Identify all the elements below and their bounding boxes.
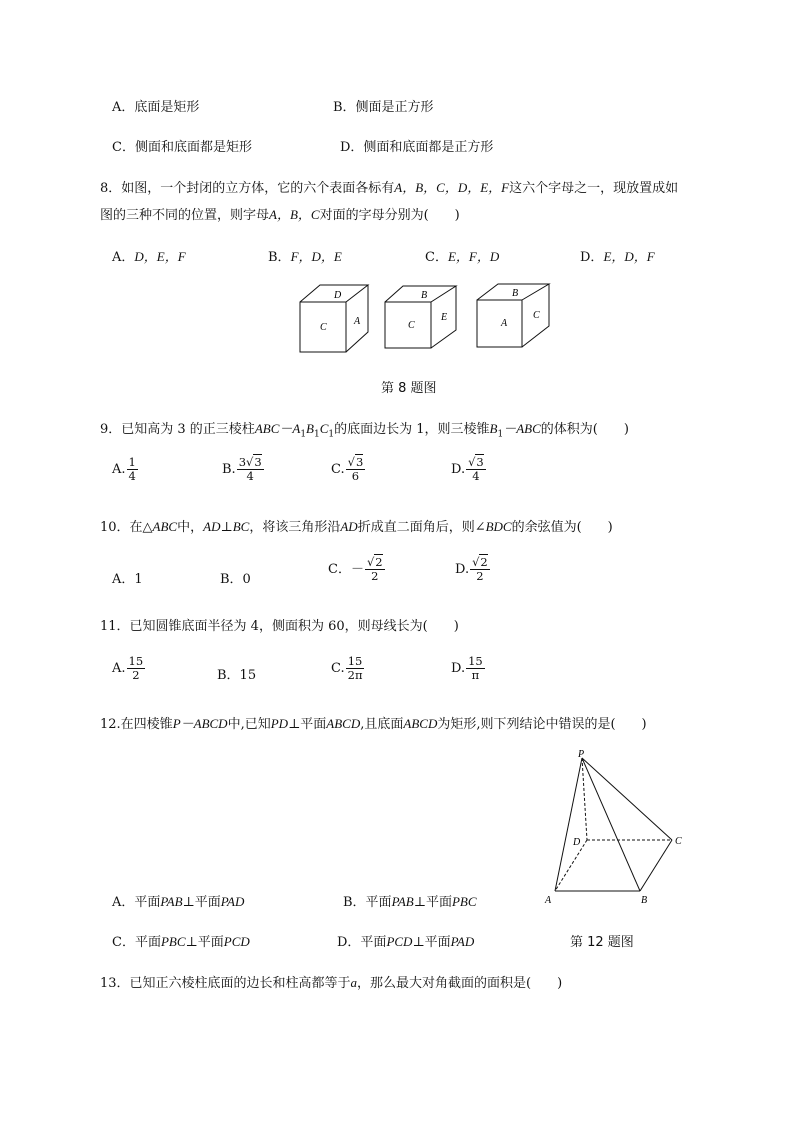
plane: PCD	[223, 934, 250, 949]
option-label: A.	[112, 661, 126, 676]
plane: PBC	[451, 894, 477, 909]
cube-1-side-label: A	[354, 316, 361, 327]
option-label: C.	[331, 661, 345, 676]
numerator: √2	[366, 555, 383, 569]
q10-option-b: B．0	[220, 572, 251, 587]
q8-letters: A，B，C	[269, 207, 320, 222]
q12-text: ⊥平面	[182, 895, 221, 910]
q9-option-b	[222, 456, 264, 483]
denominator: 2	[371, 569, 379, 583]
option-label: D.	[451, 661, 466, 676]
numerator: 15	[347, 654, 363, 668]
cube-3-top-label: B	[512, 288, 519, 299]
q12-text: ⊥平面	[412, 935, 451, 950]
q7-option-c: C．侧面和底面都是矩形	[112, 140, 252, 155]
numerator: √3	[468, 455, 484, 469]
q10-segment: AD	[340, 519, 358, 534]
q12-figure-caption: 第 12 题图	[570, 935, 634, 950]
radicand: 3	[355, 455, 364, 469]
q10-angle: BDC	[485, 519, 512, 534]
numerator: 1	[128, 455, 136, 469]
fraction	[466, 655, 485, 682]
q12-text: ⊥平面	[288, 717, 327, 732]
q9-pyramid: －ABC	[503, 421, 541, 436]
q7-option-b: B．侧面是正方形	[333, 100, 434, 115]
radicand: 2	[375, 555, 383, 569]
cube-1-front-label: C	[320, 322, 327, 333]
cube-2-side-label: E	[441, 312, 448, 323]
q12-option-d	[337, 931, 474, 950]
option-label: D．	[580, 250, 604, 265]
q8-option-c	[425, 246, 499, 265]
q11-stem: 11．已知圆锥底面半径为 4，侧面积为 60，则母线长为( )	[100, 619, 459, 634]
q12-option-c	[112, 931, 250, 950]
q7-option-d: D．侧面和底面都是正方形	[340, 140, 494, 155]
q12-text: ,且底面	[360, 717, 404, 732]
option-label: D.	[451, 462, 466, 477]
q10-text: ，将该三角形沿	[249, 520, 341, 535]
q10-triangle: ABC	[152, 519, 178, 534]
fraction	[237, 456, 264, 483]
option-label: B．	[268, 250, 291, 265]
cube-3-side-label: C	[533, 310, 540, 321]
q12-plane: ABCD	[326, 716, 361, 731]
q8-stem-line2	[100, 204, 460, 223]
cube-2-top-label: B	[421, 290, 428, 301]
vertex-b-label: B	[641, 895, 648, 906]
q12-stem	[100, 713, 647, 732]
q12-segment: PD	[270, 716, 289, 731]
denominator: 4	[246, 469, 254, 483]
numerator: √2	[472, 555, 488, 569]
q7-option-a: A．底面是矩形	[112, 100, 200, 115]
q8-cubes-figure	[290, 280, 560, 360]
q12-text: D．平面	[337, 935, 387, 950]
fraction	[127, 655, 146, 682]
option-label: D.	[455, 562, 470, 577]
q8-option-d	[580, 246, 655, 265]
plane: PAD	[220, 894, 245, 909]
q9-text: 9．已知高为 3 的正三棱柱	[100, 422, 255, 437]
numerator: √3	[347, 455, 364, 469]
q11-option-c	[331, 655, 365, 682]
q9-prism-c: C	[319, 421, 329, 436]
denominator: π	[471, 668, 480, 682]
numerator: 3√3	[238, 455, 262, 469]
q8-text: 图的三种不同的位置，则字母	[100, 208, 270, 223]
q9-prism: ABC－A	[254, 421, 301, 436]
q13-variable: a	[350, 975, 358, 990]
q10-option-c	[328, 556, 385, 583]
q12-plane: ABCD	[403, 716, 438, 731]
fraction	[470, 556, 490, 583]
q8-letters: A，B，C，D，E，F	[394, 180, 510, 195]
option-value: D，E，F	[134, 249, 186, 264]
denominator: 4	[128, 469, 136, 483]
q9-stem	[100, 418, 629, 440]
subscript: 1	[300, 429, 307, 440]
q12-text: ⊥平面	[185, 935, 224, 950]
q12-text: 中,已知	[227, 717, 271, 732]
q11-option-a	[112, 655, 145, 682]
q12-option-a	[112, 891, 244, 910]
q12-text: 12.在四棱锥	[100, 717, 173, 732]
q10-text: 中，	[177, 520, 204, 535]
plane: PBC	[160, 934, 186, 949]
plane: PAD	[450, 934, 475, 949]
q12-option-b	[343, 891, 477, 910]
numerator: 15	[468, 654, 483, 668]
q11-option-b: B．15	[217, 668, 257, 683]
radicand: 2	[480, 555, 488, 569]
q8-text: 8．如图，一个封闭的立方体，它的六个表面各标有	[100, 181, 395, 196]
q10-text: 10．在△	[100, 520, 153, 535]
option-value: F，D，E	[290, 249, 342, 264]
radicand: 3	[254, 455, 262, 469]
vertex-p-label: P	[578, 749, 585, 760]
q11-option-d	[451, 655, 485, 682]
vertex-c-label: C	[675, 836, 682, 847]
coefficient: 3	[238, 455, 247, 469]
option-value: E，F，D	[447, 249, 500, 264]
q12-pyramid: P－ABCD	[172, 716, 228, 731]
cube-1-top-label: D	[334, 290, 342, 301]
option-label: A．	[112, 250, 135, 265]
fraction	[466, 456, 486, 483]
q13-text: ，那么最大对角截面的面积是( )	[357, 976, 563, 991]
q12-text: B．平面	[343, 895, 392, 910]
q10-segment: AD	[203, 519, 221, 534]
denominator: 4	[472, 469, 480, 483]
q8-option-a	[112, 246, 186, 265]
subscript: 1	[328, 429, 335, 440]
q10-segment: BC	[232, 519, 250, 534]
q9-pyramid: B	[489, 421, 498, 436]
denominator: 2	[132, 668, 140, 682]
option-value: E，D，F	[603, 249, 655, 264]
q8-stem-line1	[100, 177, 678, 196]
q8-figure-caption: 第 8 题图	[381, 381, 437, 396]
fraction	[127, 456, 138, 483]
option-label: B.	[222, 462, 236, 477]
perp-symbol: ⊥	[220, 520, 233, 535]
q10-text: 的余弦值为( )	[511, 520, 613, 535]
plane: PAB	[160, 894, 183, 909]
vertex-d-label: D	[573, 837, 581, 848]
denominator: 6	[351, 469, 360, 483]
fraction	[365, 556, 385, 583]
q12-pyramid-figure	[540, 748, 690, 908]
plane: PCD	[386, 934, 413, 949]
cube-2-front-label: C	[408, 320, 415, 331]
subscript: 1	[314, 429, 320, 440]
q10-stem	[100, 516, 613, 535]
q8-text: 这六个字母之一，现放置成如	[509, 181, 679, 196]
q12-text: C．平面	[112, 935, 161, 950]
numerator: 15	[128, 654, 144, 668]
q8-option-b	[268, 246, 342, 265]
option-label: C．	[425, 250, 448, 265]
subscript: 1	[497, 429, 504, 440]
denominator: 2π	[347, 668, 363, 682]
pyramid-edges	[555, 758, 672, 891]
fraction	[346, 456, 366, 483]
plane: PAB	[391, 894, 414, 909]
q8-text: 对面的字母分别为( )	[319, 208, 460, 223]
q12-text: 为矩形,则下列结论中错误的是( )	[437, 717, 647, 732]
q9-text: 的体积为( )	[540, 422, 629, 437]
q12-text: ⊥平面	[413, 895, 452, 910]
q10-option-a: A．1	[112, 572, 143, 587]
vertex-a-label: A	[545, 895, 552, 906]
q13-text: 13．已知正六棱柱底面的边长和柱高都等于	[100, 976, 351, 991]
q9-option-a	[112, 456, 138, 483]
q9-option-d	[451, 456, 486, 483]
q9-prism-b: B	[306, 421, 314, 436]
q9-text: 的底面边长为 1，则三棱锥	[334, 422, 490, 437]
q10-option-d	[455, 556, 490, 583]
q10-text: 折成直二面角后，则∠	[357, 520, 486, 535]
option-label: C.	[331, 462, 345, 477]
fraction	[346, 655, 365, 682]
denominator: 2	[476, 569, 484, 583]
option-label: A.	[112, 462, 126, 477]
option-label: C．－	[328, 562, 364, 577]
q9-option-c	[331, 456, 365, 483]
radicand: 3	[476, 455, 484, 469]
q13-stem	[100, 972, 562, 991]
q12-text: A．平面	[112, 895, 161, 910]
cube-3-front-label: A	[501, 318, 508, 329]
